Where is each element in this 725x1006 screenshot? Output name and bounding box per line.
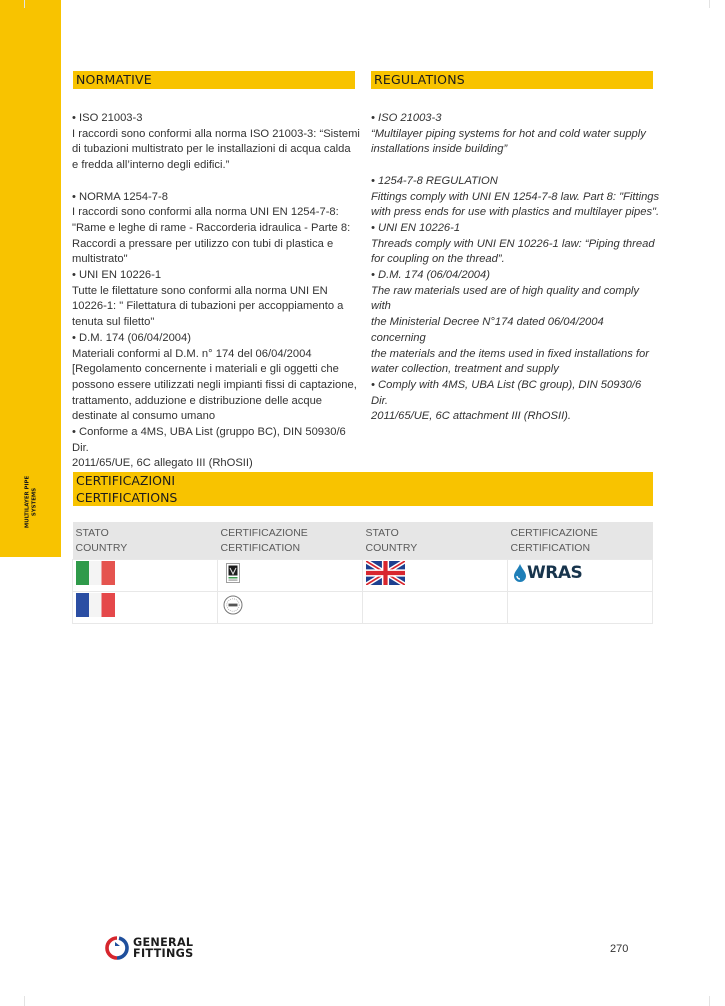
logo-line-1: GENERAL [133, 936, 194, 949]
certifications-title-it: CERTIFICAZIONI [76, 473, 176, 488]
crop-mark-top-left [24, 0, 34, 8]
company-logo [105, 936, 194, 960]
header-country-2: STATO COUNTRY [363, 522, 508, 559]
logo-line-2: FITTINGS [133, 947, 194, 960]
normative-block-iso: • ISO 21003-3 I raccordi sono conformi alla norma ISO 21003-3: “Sistemi di tubazioni multistrato per le installazioni di acqua calda e fredda all’interno degli edifici.” [72, 112, 360, 172]
general-fittings-logo-icon [105, 936, 129, 960]
sidebar-band [0, 0, 61, 557]
country-cell [73, 591, 218, 623]
acs-seal-icon [223, 595, 243, 615]
certification-cell [508, 559, 653, 591]
regulations-block-iso: • ISO 21003-3 “Multilayer piping systems for hot and cold water supply installations inside building” [371, 112, 646, 156]
wras-label: WRAS [527, 563, 583, 583]
country-cell [73, 559, 218, 591]
empty-cell [508, 591, 653, 623]
regulations-text [371, 111, 661, 425]
imq-mark-icon [226, 563, 240, 583]
header-certification-2: CERTIFICAZIONE CERTIFICATION [508, 522, 653, 559]
normative-block-standards: • NORMA 1254-7-8 I raccordi sono conformi alla norma UNI EN 1254-7-8: "Rame e leghe di rame - Raccorderia idraulica - Parte 8: Raccordi a pressare per utilizzo con tubi di plastica e multistrato" • UNI EN 10226-1 Tutte le filettature sono conformi alla norma UNI EN 10226-1: " Filettatura di tubazioni per accoppiamento a tenuta sul filetto" • D.M. 174 (06/04/2004) Materiali conformi al D.M. n° 174 del 06/04/2004 [Regolamento concernente i materiali e gli oggetti che possono essere utilizzati negli impianti fissi di captazione, trattamento, adduzione e distribuzione delle acque destinate al consumo umano • Conforme a 4MS, UBA List (gruppo BC), DIN 50930/6 Dir. 2011/65/UE, 6C allegato III (RhOSII) [72, 190, 357, 470]
regulations-heading: REGULATIONS [371, 71, 653, 89]
certification-cell [218, 559, 363, 591]
header-country-1: STATO COUNTRY [73, 522, 218, 559]
wras-logo [513, 563, 582, 583]
certifications-title-en: CERTIFICATIONS [76, 490, 178, 505]
table-row [73, 559, 653, 591]
normative-heading: NORMATIVE [73, 71, 355, 89]
italy-flag-icon [76, 561, 115, 585]
normative-text [72, 111, 362, 472]
certifications-table [72, 522, 653, 624]
crop-mark-top-right [700, 0, 710, 8]
table-header-row [73, 522, 653, 559]
regulations-block-standards: • 1254-7-8 REGULATION Fittings comply with UNI EN 1254-7-8 law. Part 8: "Fittings with press ends for use with plastics and multilayer pipes". • UNI EN 10226-1 Threads comply with UNI EN 10226-1 law: “Piping thread for coupling on the thread”. • D.M. 174 (06/04/2004) The raw materials used are of high quality and comply with the Ministerial Decree N°174 dated 06/04/2004 concerning the materials and the items used in fixed installations for water collection, treatment and supply • Comply with 4MS, UBA List (BC group), DIN 50930/6 Dir. 2011/65/UE, 6C attachment III (RhOSII). [371, 174, 660, 423]
empty-cell [363, 591, 508, 623]
certification-cell [218, 591, 363, 623]
uk-flag-icon [366, 561, 405, 585]
table-row [73, 591, 653, 623]
logo-wordmark [133, 937, 194, 959]
france-flag-icon [76, 593, 115, 617]
header-certification-1: CERTIFICAZIONE CERTIFICATION [218, 522, 363, 559]
crop-mark-bottom-right [700, 996, 710, 1006]
crop-mark-bottom-left [24, 996, 34, 1006]
page-number: 270 [610, 943, 629, 955]
sidebar-label: MULTILAYER PIPE SYSTEMS [24, 475, 37, 529]
water-drop-icon [513, 564, 527, 582]
country-cell [363, 559, 508, 591]
certifications-heading [73, 472, 653, 506]
